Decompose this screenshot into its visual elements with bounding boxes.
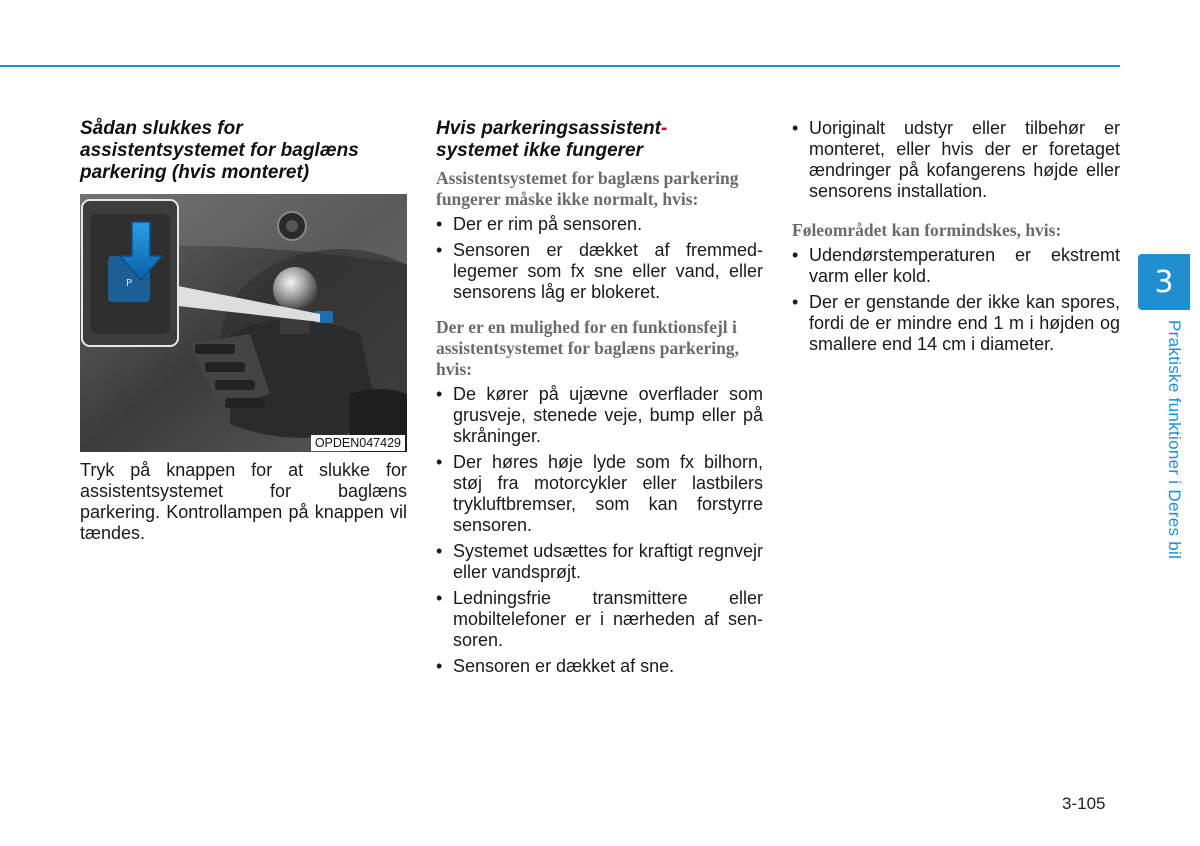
bullet-icon: •	[792, 118, 799, 138]
bullet-list-2	[436, 384, 763, 677]
console-illustration	[80, 194, 407, 452]
bullet-icon: •	[436, 541, 443, 561]
list-item: • Der høres høje lyde som fx bilhorn, støj fra motorcykler eller lastbilers trykluftbremser, som kan forstyrre sensoren.	[436, 452, 763, 535]
chapter-number: 3	[1154, 264, 1174, 300]
heading-not-working: Hvis parkeringsassistent- systemet ikke fungerer	[436, 118, 668, 161]
bullet-list-1	[436, 214, 763, 303]
list-item: • Sensoren er dækket af sne.	[436, 656, 675, 676]
list-item: • De kører på ujævne overflader som grusveje, stenede veje, bump eller på skråninger.	[436, 384, 763, 446]
list-item: • Uoriginalt udstyr eller tilbehør er monteret, eller hvis der er foretaget ændringer på kofangerens højde eller sensorens installation.	[792, 118, 1120, 201]
bullet-icon: •	[436, 656, 443, 676]
heading-turn-off: Sådan slukkes for assistentsystemet for baglæns parkering (hvis monteret)	[80, 118, 359, 183]
column-3	[792, 118, 1120, 360]
svg-text:P: P	[125, 278, 133, 289]
top-rule	[0, 65, 1120, 67]
chapter-tab	[1138, 254, 1190, 310]
bullet-icon: •	[436, 384, 443, 404]
column-2	[436, 118, 763, 682]
bullet-list-3	[792, 245, 1120, 355]
turn-off-instructions: Tryk på knappen for at slukke for assistentsystemet for baglæns parkering. Kontrollampen på knappen vil tændes.	[80, 460, 407, 543]
bullet-icon: •	[436, 452, 443, 472]
figure-code: OPDEN047429	[311, 435, 405, 451]
bullet-icon: •	[436, 214, 443, 234]
page-number: 3-105	[1062, 794, 1106, 813]
subhead-malfunction: Der er en mulighed for en funktionsfejl i assistentsystemet for baglæns parkering, hvis:	[436, 317, 740, 379]
bullet-icon: •	[436, 240, 443, 260]
subhead-may-not-work: Assistentsystemet for baglæns parkering fungerer måske ikke normalt, hvis:	[436, 168, 739, 209]
list-item: • Der er rim på sensoren.	[436, 214, 643, 234]
list-item: • Der er genstande der ikke kan spores, fordi de er mindre end 1 m i højden og smallere end 14 cm i diameter.	[792, 292, 1120, 354]
list-item: • Sensoren er dækket af fremmed- legemer som fx sne eller vand, eller sensorens låg er blokeret.	[436, 240, 763, 302]
bullet-icon: •	[792, 292, 799, 312]
list-item: • Udendørstemperaturen er ekstremt varm eller kold.	[792, 245, 1120, 286]
subhead-detection-area: Føleområdet kan formindskes, hvis:	[792, 220, 1062, 240]
chapter-title: Praktiske funktioner i Deres bil	[1165, 320, 1184, 560]
bullet-list-0	[792, 118, 1120, 202]
gear-console-photo	[80, 194, 407, 452]
bullet-icon: •	[792, 245, 799, 265]
bullet-icon: •	[436, 588, 443, 608]
list-item: • Ledningsfrie transmittere eller mobiltelefoner er i nærheden af sen- soren.	[436, 588, 763, 650]
list-item: • Systemet udsættes for kraftigt regnvejr eller vandsprøjt.	[436, 541, 763, 582]
column-1	[80, 118, 407, 544]
